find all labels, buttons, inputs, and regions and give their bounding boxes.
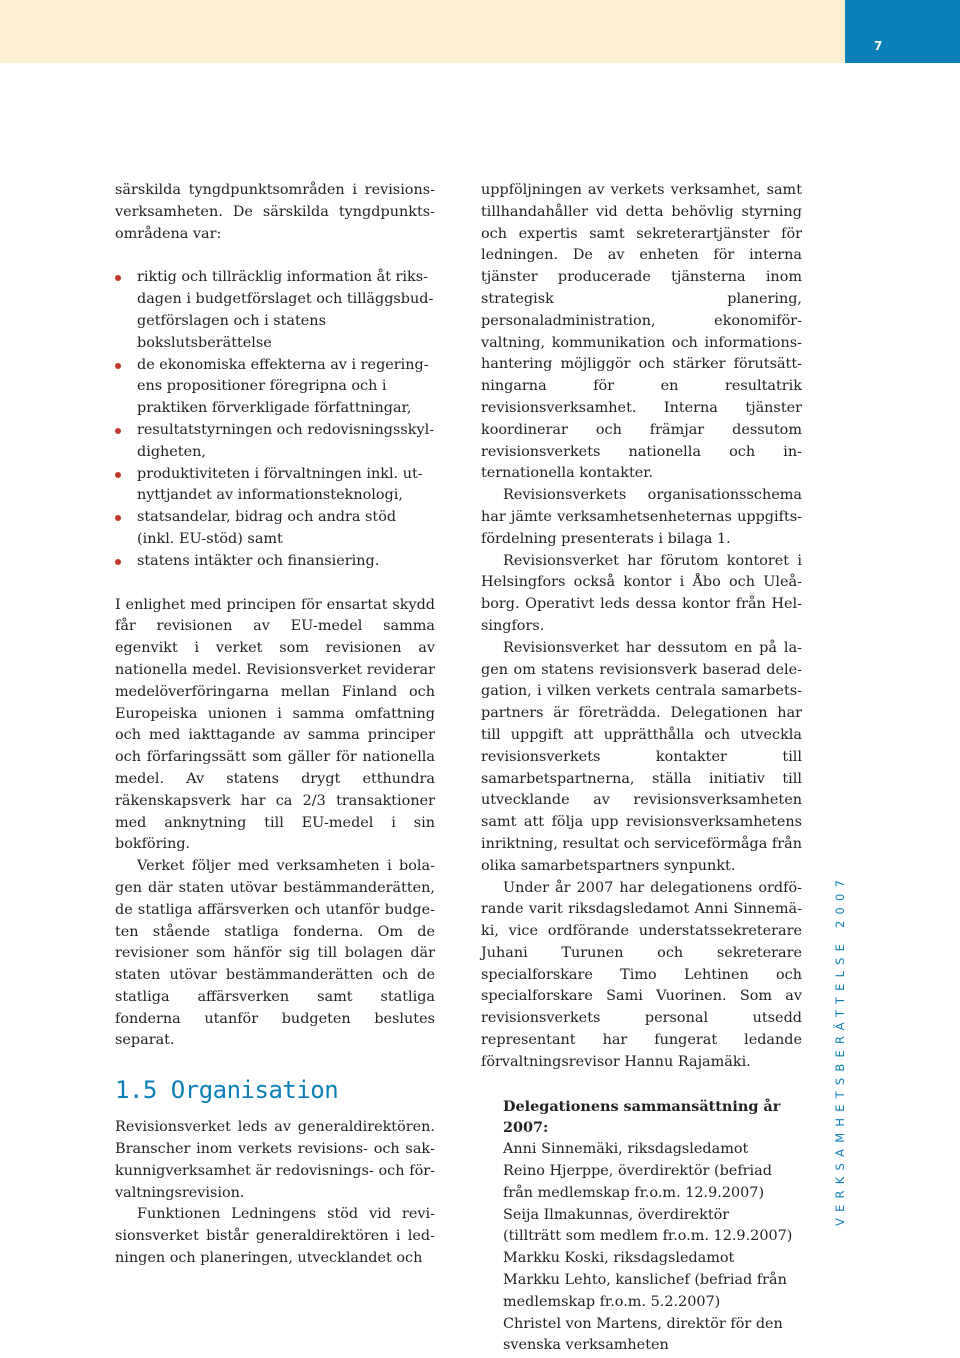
delegation-paragraph: Revisionsverket har dessutom en på lagen om statens revisionsverk baserad delegation, i vilken verkets centrala samarbetspartners är företrädda. Delegationen har till uppgift att upprätthålla och utveckla revisionsverkets kontakter till samarbetspartnerna, ställa initiativ till utvecklande av revisionsverksamheten samt att följa upp revisionsverksamhetens inriktning, resultat och serviceförmåga från olika samarbetspartners synpunkt. [481,639,802,874]
delegation-box [503,1096,802,1358]
delegation-line: Anni Sinnemäki, riksdagsledamot [503,1141,749,1158]
list-item: de ekonomiska effekterna av i regeringens propositioner föregripna och i praktiken förverkligade författningar, [115,355,435,420]
internal-services-paragraph: uppföljningen av verkets verksamhet, samt tillhandahåller vid detta behövlig styrning och expertis samt sekreterartjänster för ledningen. De av enheten för interna tjänster producerade tjänsterna inom strategisk planering, personaladministration, ekonomiförvaltning, kommunikation och informationshantering möjliggör och stärker förutsättningarna för en resultatrik revisionsverksamhet. Interna tjänster koordinerar och främjar dessutom revisionsverkets nationella och internationella kontakter. [481,182,802,482]
side-running-title: VERKSAMHETSBERÄTTELSE 2007 [833,873,847,1226]
section-title: 1.5 Organisation [115,1076,339,1105]
list-item: statens intäkter och finansiering. [115,551,435,573]
delegation-line: svenska verksamheten [503,1337,669,1354]
list-item: riktig och tillräcklig information åt riksdagen i budgetförslaget och tilläggsbudgetförslagen och i statens bokslutsberättelse [115,267,435,354]
delegation-line: Reino Hjerppe, överdirektör (befriad [503,1163,772,1180]
organisation-paragraph: Revisionsverket leds av generaldirektören. Branscher inom verkets revisions- och sakkunnigverksamhet är redovisnings- och förvaltningsrevision. [115,1119,435,1201]
list-item: resultatstyrningen och redovisningsskyldigheten, [115,420,435,464]
page-number: 7 [874,39,883,53]
management-support-paragraph: Funktionen Ledningens stöd vid revisionsverket bistår generaldirektören i ledningen och planeringen, utvecklandet och [115,1206,435,1267]
delegation-title: Delegationens sammansättning år 2007: [503,1097,781,1137]
eu-funds-paragraph: I enlighet med principen för ensartat skydd får revisionen av EU-medel samma egenvikt i verket som revisionen av nationella medel. Revisionsverket reviderar medelöverföringarna mellan Finland och Europeiska unionen i samma omfattning och med iakttagande av samma principer och förfaringssätt som gäller för nationella medel. Av statens drygt etthundra räkenskapsverk har ca 2/3 transaktioner med anknytning till EU-medel i sin bokföring. [115,596,435,853]
page-number-tab [845,0,960,63]
delegation-line: Seija Ilmakunnas, överdirektör [503,1206,730,1223]
left-column [115,180,435,1270]
list-item: produktiviteten i förvaltningen inkl. utnyttjandet av informationsteknologi, [115,464,435,508]
delegation-members-paragraph: Under år 2007 har delegationens ordförande varit riksdagsledamot Anni Sinnemäki, vice ordförande understatssekreterare Juhani Turunen och sekreterare specialforskare Timo Lehtinen och specialforskare Sami Vuorinen. Som av revisionsverkets personal utsedd representant har fungerat ledande förvaltningsrevisor Hannu Rajamäki. [481,879,802,1070]
delegation-line: Markku Koski, riksdagsledamot [503,1250,735,1267]
focus-areas-list [115,267,435,572]
delegation-line: Markku Lehto, kanslichef (befriad från [503,1272,787,1289]
delegation-line: från medlemskap fr.o.m. 12.9.2007) [503,1184,765,1201]
right-column [481,180,802,1357]
delegation-line: Christel von Martens, direktör för den [503,1315,783,1332]
org-chart-paragraph: Revisionsverkets organisationsschema har jämte verksamhetsenheternas uppgiftsfördelning presenterats i bilaga 1. [481,487,802,547]
delegation-line: medlemskap fr.o.m. 5.2.2007) [503,1293,721,1310]
header-band [0,0,845,63]
delegation-line: (tillträtt som medlem fr.o.m. 12.9.2007) [503,1228,793,1245]
list-item: statsandelar, bidrag och andra stöd (inkl. EU-stöd) samt [115,507,435,551]
offices-paragraph: Revisionsverket har förutom kontoret i Helsingfors också kontor i Åbo och Uleåborg. Operativt leds dessa kontor från Helsingfors. [481,552,802,634]
companies-paragraph: Verket följer med verksamheten i bolagen där staten utövar bestämmanderätten, de statliga affärsverken och utanför budgeten stående statliga fonderna. Om de revisioner som hänför sig till bolagen där staten utövar bestämmanderätten och de statliga affärsverken samt statliga fonderna utanför budgeten beslutes separat. [115,858,435,1049]
intro-paragraph: särskilda tyngdpunktsområden i revisionsverksamheten. De särskilda tyngdpunktsområdena var: [115,182,435,242]
